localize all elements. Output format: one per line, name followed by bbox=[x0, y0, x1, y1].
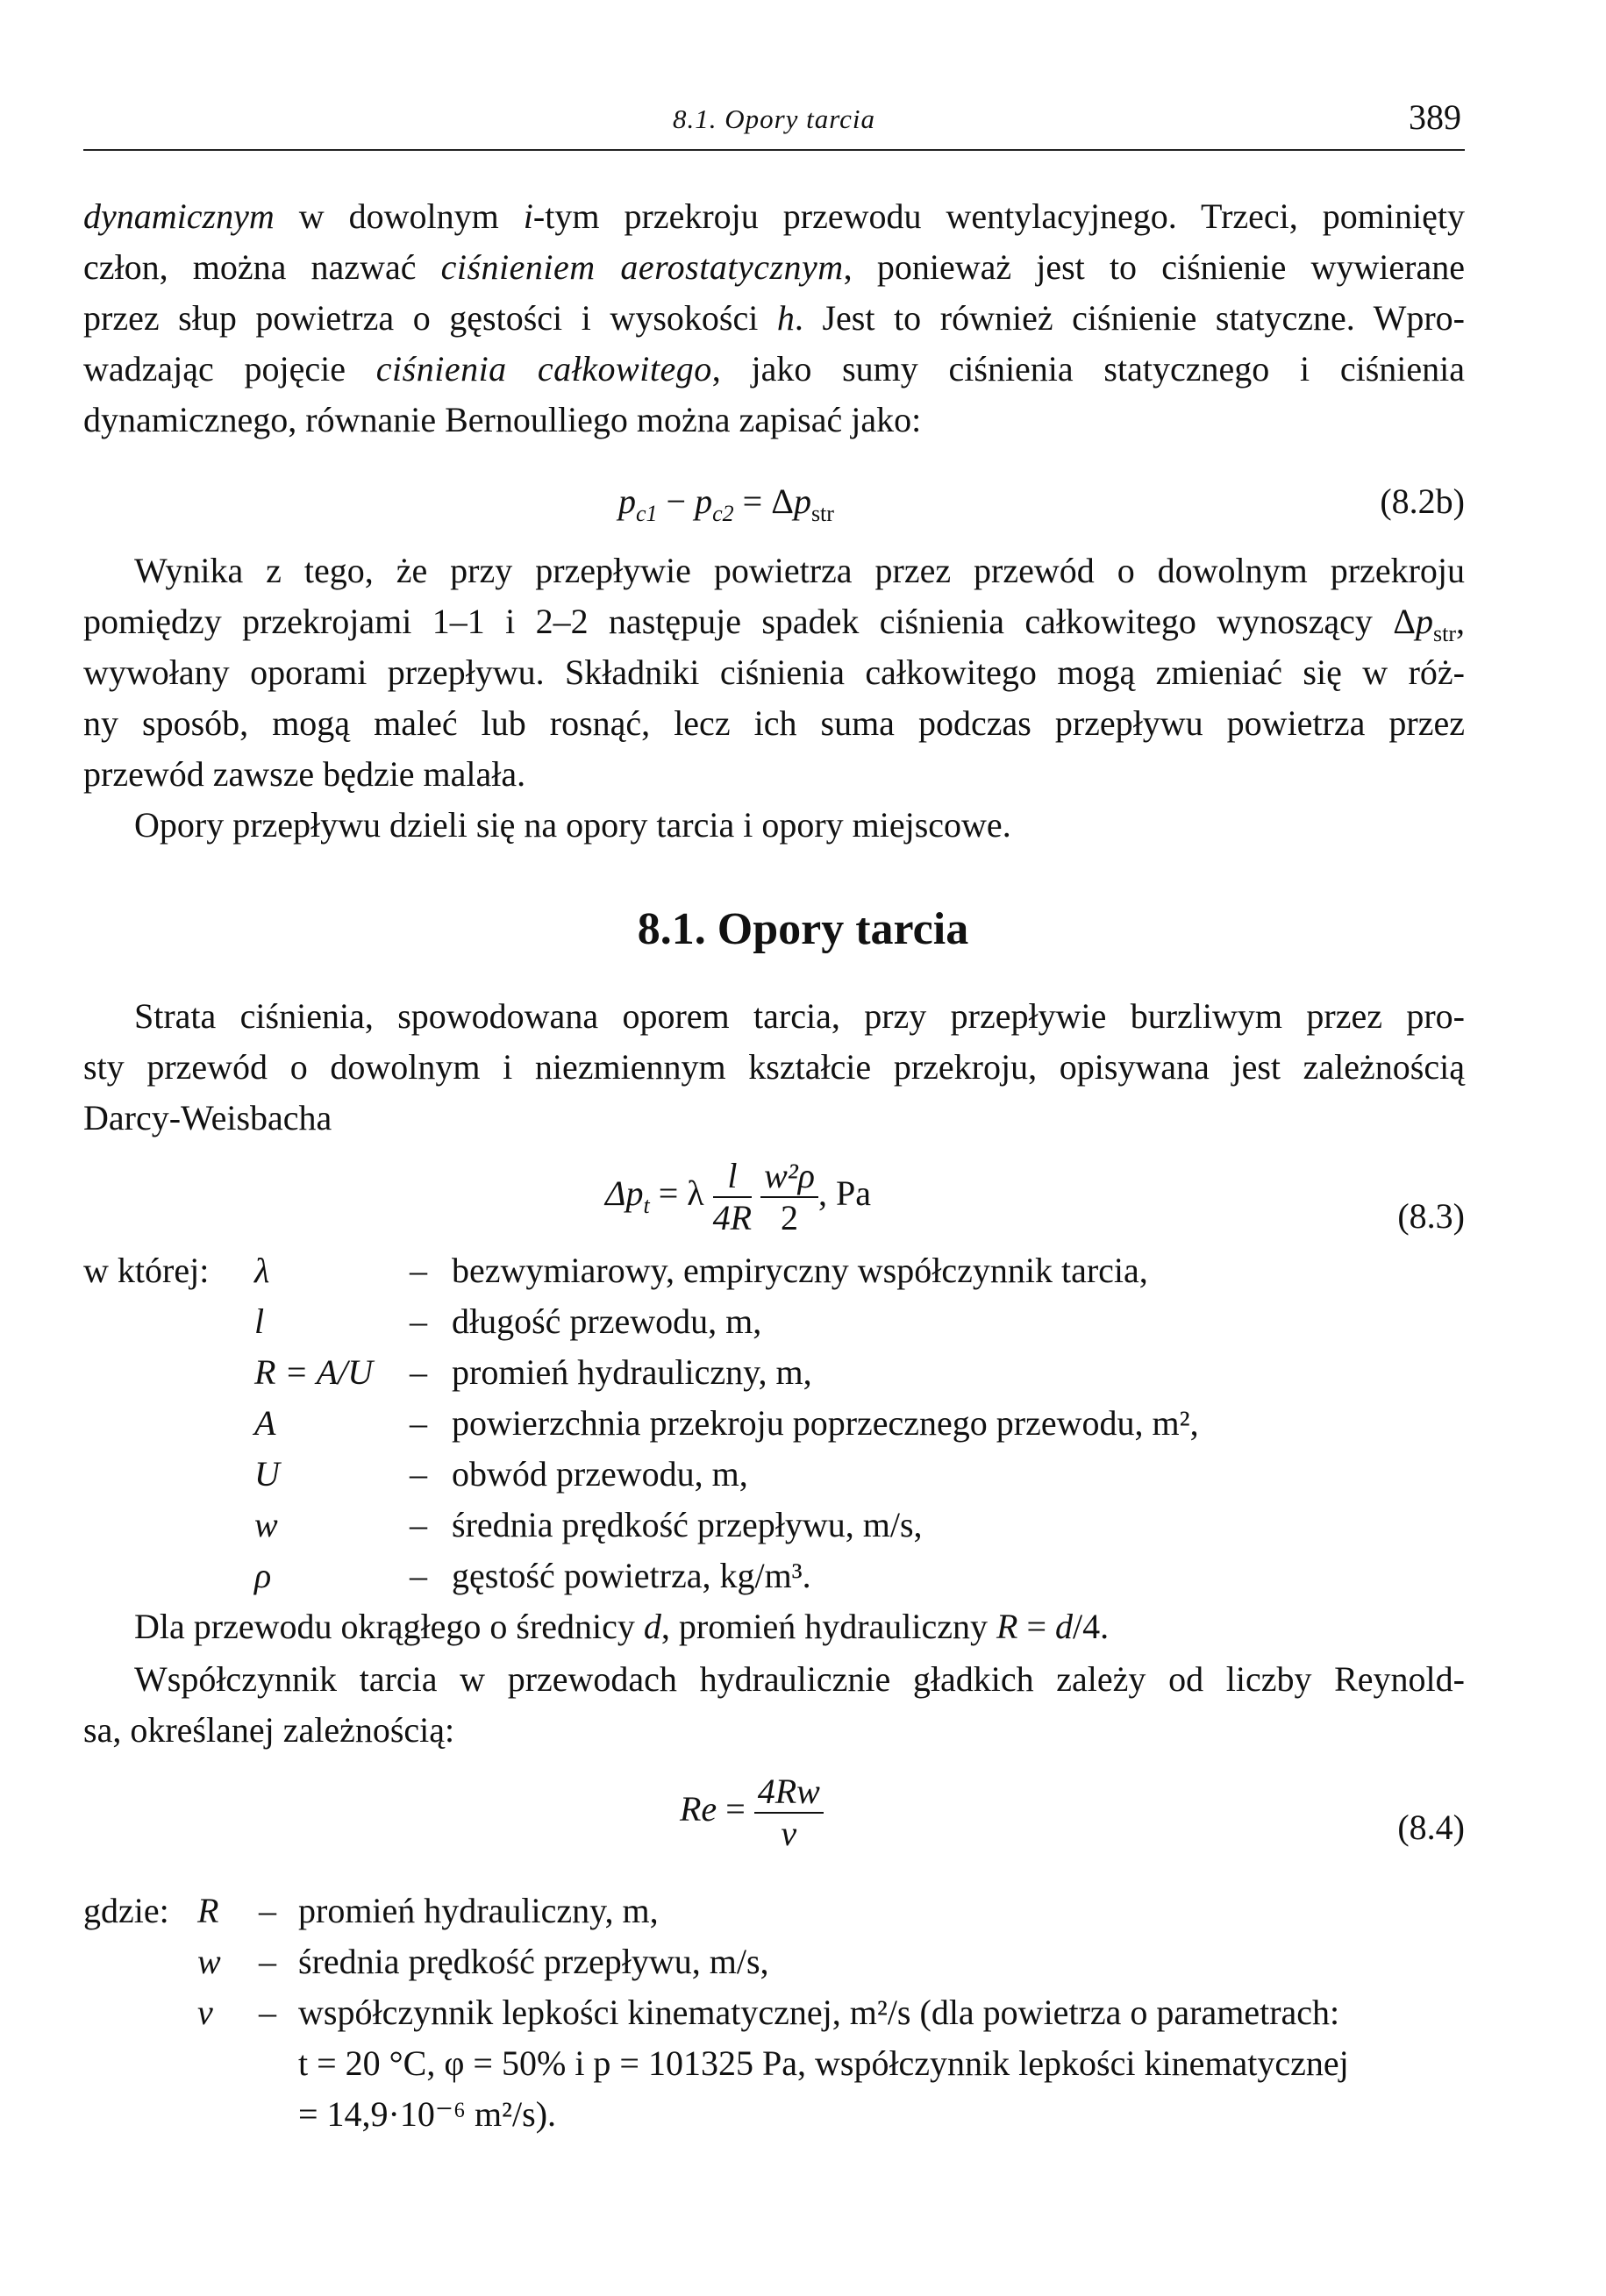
paragraph-2 bbox=[83, 545, 1465, 800]
text: sa, określanej zależnością: bbox=[83, 1710, 455, 1750]
text: , ponieważ jest to ciśnienie wywierane bbox=[843, 247, 1465, 287]
page-number: 389 bbox=[1409, 97, 1461, 137]
legend-desc: gęstość powietrza, kg/m³. bbox=[452, 1556, 811, 1595]
fraction-reynolds bbox=[754, 1772, 824, 1854]
var-i: i bbox=[523, 196, 533, 236]
legend-symbol: ρ bbox=[254, 1556, 272, 1595]
paragraph-3: Opory przepływu dzieli się na opory tarcia i opory miejscowe. bbox=[134, 805, 1011, 845]
equation-number-8-2b: (8.2b) bbox=[1380, 481, 1465, 521]
legend-lead: gdzie: bbox=[83, 1891, 169, 1930]
legend-symbol: A bbox=[254, 1403, 276, 1443]
paragraph-1 bbox=[83, 191, 1465, 446]
term-total-pressure: ciśnienia całkowitego bbox=[375, 349, 712, 389]
equation-number-8-4: (8.4) bbox=[1397, 1808, 1465, 1847]
sub: c2 bbox=[712, 501, 734, 526]
var-r: R bbox=[996, 1607, 1018, 1646]
fraction-l-4r bbox=[713, 1156, 752, 1238]
running-title: 8.1. Opory tarcia bbox=[672, 103, 876, 134]
dash: – bbox=[410, 1454, 427, 1494]
paragraph-5 bbox=[83, 1601, 1465, 1652]
dash: – bbox=[410, 1301, 427, 1341]
var-p: p bbox=[1416, 602, 1433, 641]
sym: Re bbox=[680, 1789, 717, 1829]
text: -tym przekroju przewodu wentylacyjnego. Trzeci, pominięty bbox=[532, 196, 1466, 236]
text: , bbox=[1456, 602, 1465, 641]
legend-symbol: U bbox=[254, 1454, 280, 1494]
paragraph-6 bbox=[83, 1654, 1465, 1756]
legend-symbol: w bbox=[254, 1505, 278, 1544]
op: = bbox=[717, 1789, 754, 1829]
sub: t bbox=[643, 1193, 650, 1219]
dash: – bbox=[410, 1352, 427, 1392]
text: /4. bbox=[1073, 1607, 1110, 1646]
running-header bbox=[83, 97, 1465, 151]
dash: – bbox=[259, 1942, 276, 1981]
dash: – bbox=[259, 1891, 276, 1930]
text: Darcy-Weisbacha bbox=[83, 1098, 332, 1137]
op: − bbox=[657, 481, 696, 521]
dash: – bbox=[410, 1505, 427, 1544]
legend-desc: średnia prędkość przepływu, m/s, bbox=[452, 1505, 923, 1544]
text: pomiędzy przekrojami 1–1 i 2–2 następuje spadek ciśnienia całkowitego wynoszący Δ bbox=[83, 602, 1416, 641]
den: 4R bbox=[712, 1198, 753, 1237]
text: . Jest to również ciśnienie statyczne. Wpro- bbox=[794, 298, 1465, 338]
legend-symbol: l bbox=[254, 1301, 265, 1341]
legend-symbol: ν bbox=[197, 1993, 213, 2032]
text: przewód zawsze będzie malała. bbox=[83, 754, 526, 794]
legend-desc: powierzchnia przekroju poprzecznego przewodu, m², bbox=[452, 1403, 1199, 1443]
text: = bbox=[1017, 1607, 1056, 1646]
legend-continuation: t = 20 °C, φ = 50% i p = 101325 Pa, współczynnik lepkości kinematycznej bbox=[298, 2043, 1349, 2083]
section-heading: 8.1. Opory tarcia bbox=[637, 904, 969, 954]
legend-desc: długość przewodu, m, bbox=[452, 1301, 762, 1341]
sym: p bbox=[793, 481, 811, 521]
fraction-w2rho-2 bbox=[760, 1156, 818, 1238]
num: w²ρ bbox=[760, 1156, 818, 1198]
dash: – bbox=[410, 1251, 427, 1290]
text: ny sposób, mogą maleć lub rosnąć, lecz ich suma podczas przepływu powietrza przez bbox=[83, 703, 1465, 743]
sym: p bbox=[618, 481, 636, 521]
legend-desc: promień hydrauliczny, m, bbox=[298, 1891, 659, 1930]
den: 2 bbox=[781, 1198, 799, 1237]
sym: p bbox=[695, 481, 713, 521]
text: przez słup powietrza o gęstości i wysokości bbox=[83, 298, 777, 338]
legend-continuation: = 14,9·10⁻⁶ m²/s). bbox=[298, 2094, 557, 2134]
legend-desc: promień hydrauliczny, m, bbox=[452, 1352, 812, 1392]
text: dynamicznego, równanie Bernoulliego można zapisać jako: bbox=[83, 400, 922, 439]
sub: str bbox=[1433, 621, 1456, 646]
den: ν bbox=[781, 1814, 797, 1853]
legend-desc: współczynnik lepkości kinematycznej, m²/s (dla powietrza o parametrach: bbox=[298, 1993, 1340, 2032]
op: = λ bbox=[649, 1173, 704, 1214]
sub: c1 bbox=[636, 501, 658, 526]
equation-8-4 bbox=[680, 1772, 824, 1854]
legend-desc: średnia prędkość przepływu, m/s, bbox=[298, 1942, 769, 1981]
text: wywołany oporami przepływu. Składniki ciśnienia całkowitego mogą zmieniać się w róż- bbox=[83, 652, 1465, 692]
text: , jako sumy ciśnienia statycznego i ciśnienia bbox=[711, 349, 1466, 389]
var-d: d bbox=[1055, 1607, 1074, 1646]
var-h: h bbox=[776, 298, 795, 338]
dash: – bbox=[410, 1556, 427, 1595]
term-dynamicznym: dynamicznym bbox=[83, 196, 275, 236]
text: Współczynnik tarcia w przewodach hydraulicznie gładkich zależy od liczby Reynold- bbox=[134, 1659, 1465, 1699]
equation-8-3 bbox=[605, 1156, 871, 1238]
legend-lead: w której: bbox=[83, 1251, 210, 1290]
text: sty przewód o dowolnym i niezmiennym kształcie przekroju, opisywana jest zależnością bbox=[83, 1047, 1465, 1087]
text: wadzając pojęcie bbox=[83, 349, 376, 389]
legend-symbol: R bbox=[197, 1891, 219, 1930]
dash: – bbox=[410, 1403, 427, 1443]
num: l bbox=[713, 1156, 752, 1198]
op: = Δ bbox=[733, 481, 794, 521]
legend-desc: bezwymiarowy, empiryczny współczynnik tarcia, bbox=[452, 1251, 1148, 1290]
text: Strata ciśnienia, spowodowana oporem tarcia, przy przepływie burzliwym przez pro- bbox=[134, 996, 1465, 1036]
term-aerostatic: ciśnieniem aerostatycznym bbox=[440, 247, 844, 287]
legend-symbol: R = A/U bbox=[254, 1352, 374, 1392]
sub: str bbox=[810, 501, 834, 526]
unit: , Pa bbox=[817, 1173, 871, 1214]
legend-8-4 bbox=[83, 1886, 1465, 2140]
equation-8-2b bbox=[618, 481, 834, 526]
legend-symbol: λ bbox=[254, 1251, 270, 1290]
text: w dowolnym bbox=[274, 196, 524, 236]
sym: Δp bbox=[605, 1173, 644, 1214]
var-d: d bbox=[643, 1607, 661, 1646]
equation-number-8-3: (8.3) bbox=[1397, 1196, 1465, 1236]
legend-desc: obwód przewodu, m, bbox=[452, 1454, 748, 1494]
legend-8-3 bbox=[83, 1245, 1465, 1601]
legend-symbol: w bbox=[197, 1942, 221, 1981]
num: 4Rw bbox=[754, 1772, 824, 1814]
text: Wynika z tego, że przy przepływie powietrza przez przewód o dowolnym przekroju bbox=[134, 551, 1465, 590]
text: Dla przewodu okrągłego o średnicy bbox=[134, 1607, 644, 1646]
text: , promień hydrauliczny bbox=[660, 1607, 997, 1646]
dash: – bbox=[259, 1993, 276, 2032]
paragraph-4 bbox=[83, 991, 1465, 1144]
text: człon, można nazwać bbox=[83, 247, 441, 287]
